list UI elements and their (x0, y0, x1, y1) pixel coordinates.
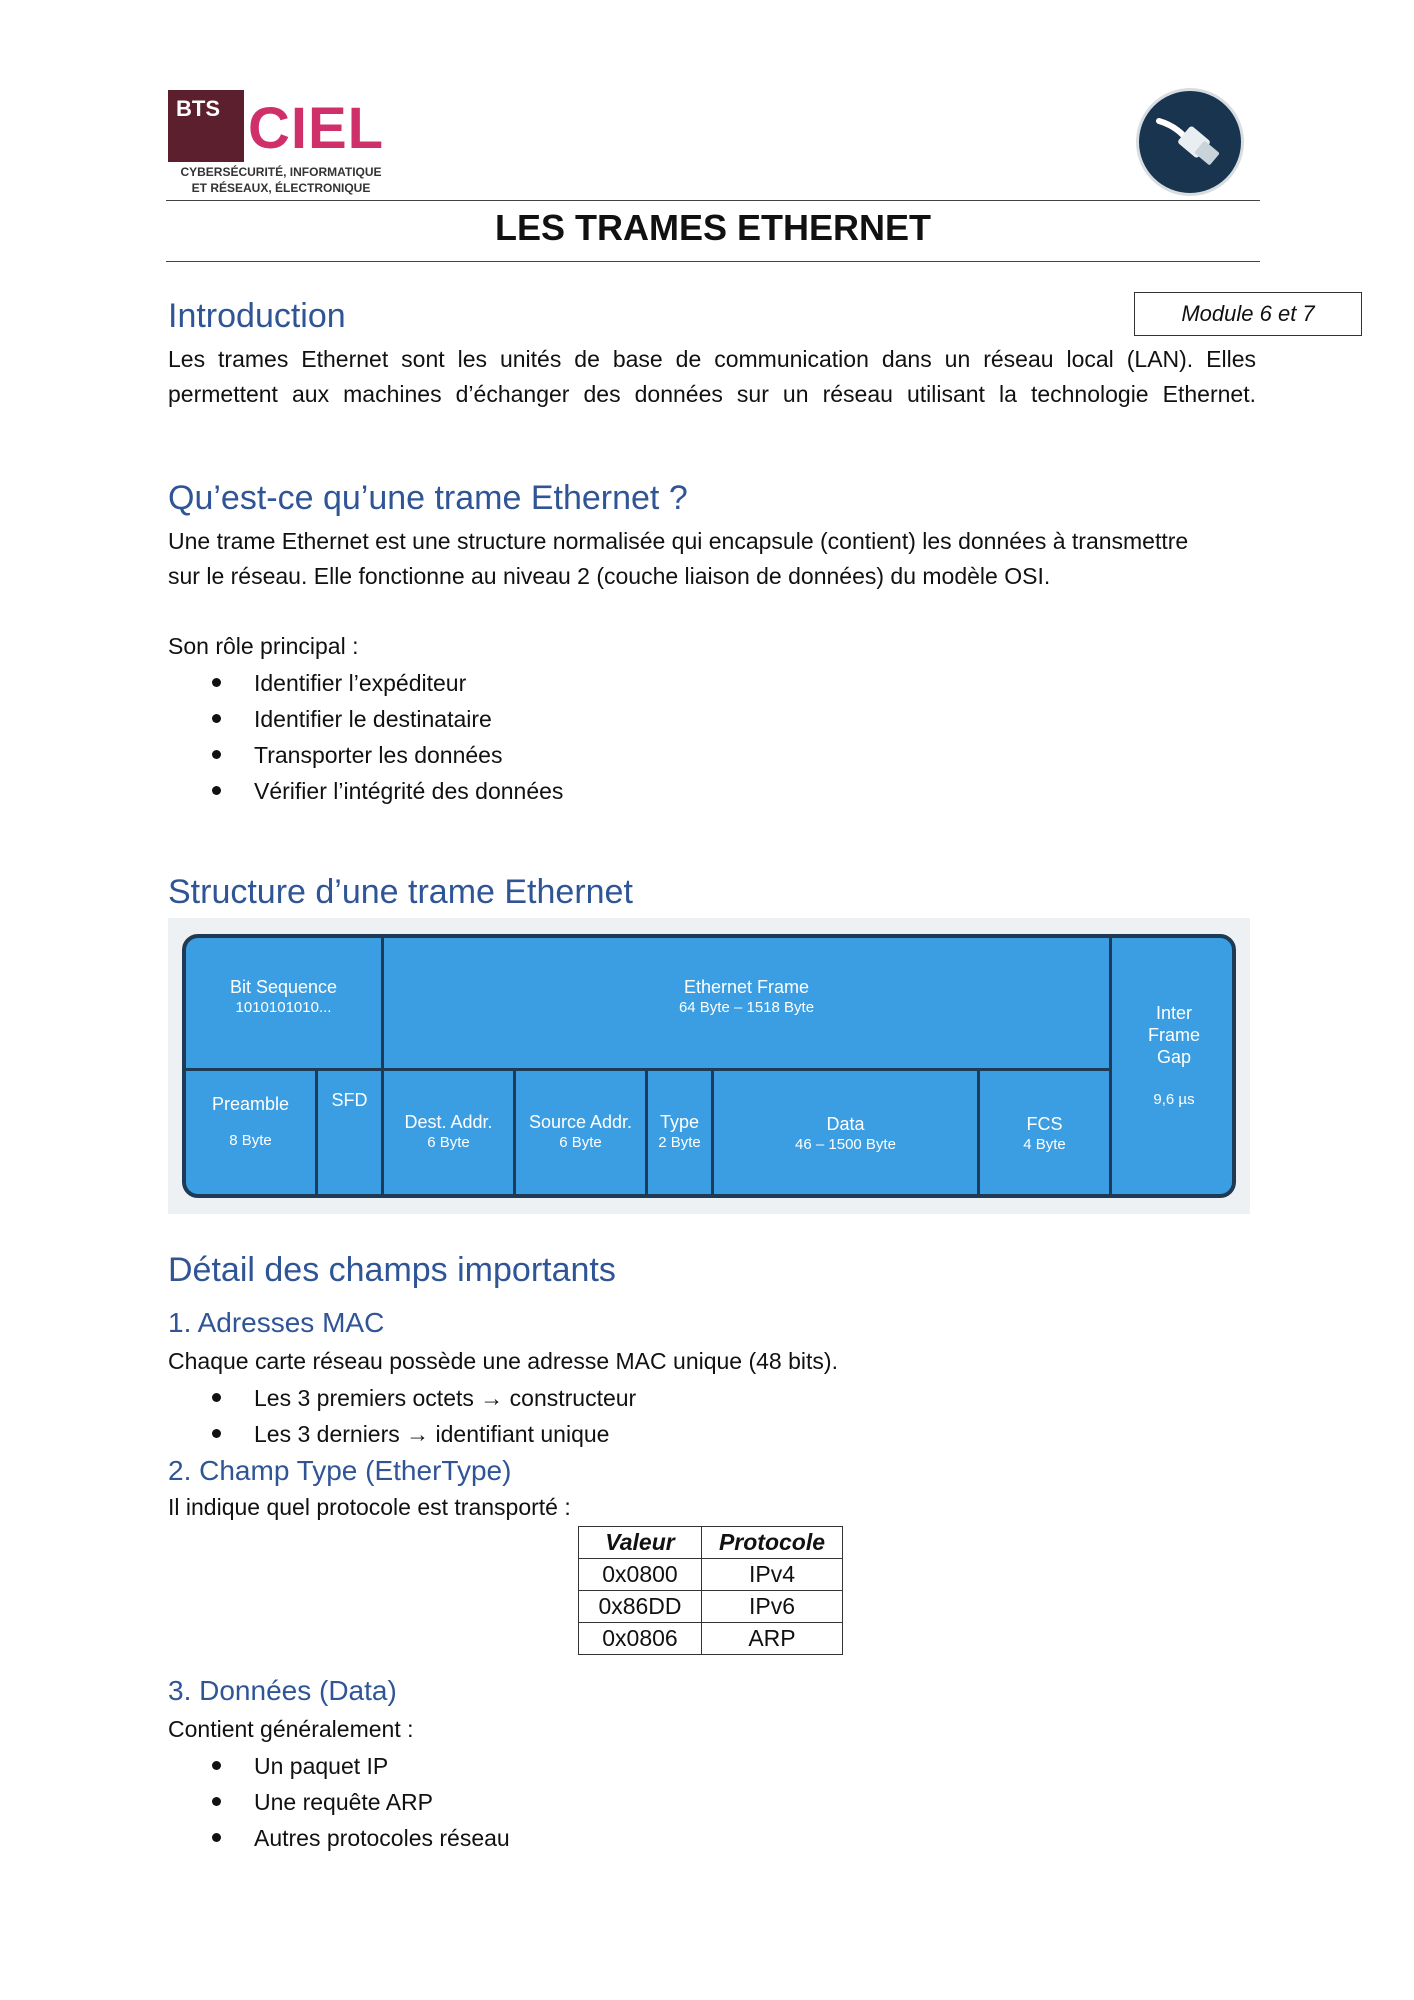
ethernet-frame-diagram (168, 918, 1250, 1214)
table-cell: IPv4 (702, 1559, 843, 1591)
ethertype-heading: 2. Champ Type (EtherType) (168, 1455, 512, 1486)
type-size: 2 Byte (658, 1134, 701, 1151)
column-header-protocol: Protocole (702, 1527, 843, 1559)
fcs-label: FCS (1026, 1114, 1063, 1134)
table-cell: ARP (702, 1623, 843, 1655)
inter-frame-gap-line2: Frame (1147, 1025, 1200, 1045)
module-label: Module 6 et 7 (1134, 292, 1362, 336)
definition-line-1: Une trame Ethernet est une structure normalisée qui encapsule (contient) les données à transmettre (168, 528, 1189, 554)
preamble-label: Preamble (211, 1094, 290, 1114)
list-item: Autres protocoles réseau (212, 1820, 510, 1856)
data-label: Data (826, 1114, 865, 1134)
table-row (579, 1623, 843, 1655)
header-rule-bottom (166, 261, 1260, 262)
fcs-cell (980, 1071, 1112, 1198)
ethernet-cable-icon (1136, 88, 1244, 196)
bts-ciel-logo (168, 90, 388, 200)
definition-heading: Qu’est-ce qu’une trame Ethernet ? (168, 479, 688, 517)
structure-heading: Structure d’une trame Ethernet (168, 873, 633, 911)
table-row (579, 1591, 843, 1623)
sfd-cell (318, 1071, 384, 1131)
logo-subtitle-line1: CYBERSÉCURITÉ, INFORMATIQUE (180, 165, 382, 179)
logo-subtitle-line2: ET RÉSEAUX, ÉLECTRONIQUE (191, 181, 371, 195)
intro-line-1: Les trames Ethernet sont les unités de base de communication dans un réseau local (LAN). Elles (168, 346, 1256, 372)
role-list (212, 665, 563, 809)
table-row (579, 1559, 843, 1591)
table-cell: IPv6 (702, 1591, 843, 1623)
definition-line-2: sur le réseau. Elle fonctionne au niveau 2 (couche liaison de données) du modèle OSI. (168, 563, 1051, 589)
data-heading: 3. Données (Data) (168, 1675, 397, 1706)
dest-addr-size: 6 Byte (427, 1134, 470, 1151)
column-header-value: Valeur (579, 1527, 702, 1559)
data-text: Contient généralement : (168, 1716, 414, 1742)
introduction-heading: Introduction (168, 297, 346, 335)
dest-addr-label: Dest. Addr. (404, 1112, 493, 1132)
inter-frame-gap-line3: Gap (1156, 1047, 1192, 1067)
logo-bts: BTS (168, 90, 244, 162)
sfd-lower-cell (318, 1131, 384, 1198)
list-item: Identifier l’expéditeur (212, 665, 563, 701)
table-header-row (579, 1527, 843, 1559)
list-item: Identifier le destinataire (212, 701, 563, 737)
page-title: LES TRAMES ETHERNET (494, 207, 932, 248)
bit-sequence-value: 1010101010... (235, 999, 332, 1016)
type-cell (648, 1071, 714, 1198)
frame-outline (182, 934, 1236, 1198)
mac-heading: 1. Adresses MAC (168, 1307, 385, 1338)
table-cell: 0x0806 (579, 1623, 702, 1655)
dest-addr-cell (384, 1071, 516, 1198)
list-item: Un paquet IP (212, 1748, 510, 1784)
list-item: Les 3 premiers octets → constructeur (212, 1380, 636, 1416)
table-cell: 0x0800 (579, 1559, 702, 1591)
inter-frame-gap-cell (1112, 938, 1236, 1198)
source-addr-cell (516, 1071, 648, 1198)
data-cell (714, 1071, 980, 1198)
data-list (212, 1748, 510, 1856)
sfd-label: SFD (331, 1090, 368, 1110)
list-item: Vérifier l’intégrité des données (212, 773, 563, 809)
ethertype-table (578, 1526, 843, 1655)
data-size: 46 – 1500 Byte (795, 1136, 896, 1153)
source-addr-label: Source Addr. (528, 1112, 633, 1132)
ethernet-frame-label: Ethernet Frame (683, 977, 810, 997)
ethernet-frame-cell (384, 938, 1112, 1071)
bit-sequence-label: Bit Sequence (229, 977, 338, 997)
ethernet-frame-size: 64 Byte – 1518 Byte (678, 999, 815, 1016)
header-rule-top (166, 200, 1260, 201)
inter-frame-gap-value: 9,6 µs (1153, 1091, 1195, 1108)
intro-line-2: permettent aux machines d’échanger des données sur un réseau utilisant la technologie Ethernet. (168, 381, 1256, 407)
logo-ciel: CIEL (248, 96, 385, 161)
logo-subtitle (174, 164, 388, 196)
details-heading: Détail des champs importants (168, 1251, 616, 1289)
fcs-size: 4 Byte (1023, 1136, 1066, 1153)
mac-list (212, 1380, 636, 1452)
preamble-cell (186, 1071, 318, 1198)
list-item: Une requête ARP (212, 1784, 510, 1820)
source-addr-size: 6 Byte (559, 1134, 602, 1151)
inter-frame-gap-line1: Inter (1155, 1003, 1193, 1023)
preamble-size: 8 Byte (229, 1132, 272, 1149)
list-item: Les 3 derniers → identifiant unique (212, 1416, 636, 1452)
type-label: Type (659, 1112, 700, 1132)
mac-text: Chaque carte réseau possède une adresse MAC unique (48 bits). (168, 1348, 838, 1374)
bit-sequence-cell (186, 938, 384, 1071)
table-cell: 0x86DD (579, 1591, 702, 1623)
role-label: Son rôle principal : (168, 633, 359, 659)
list-item: Transporter les données (212, 737, 563, 773)
ethertype-text: Il indique quel protocole est transporté : (168, 1494, 571, 1520)
